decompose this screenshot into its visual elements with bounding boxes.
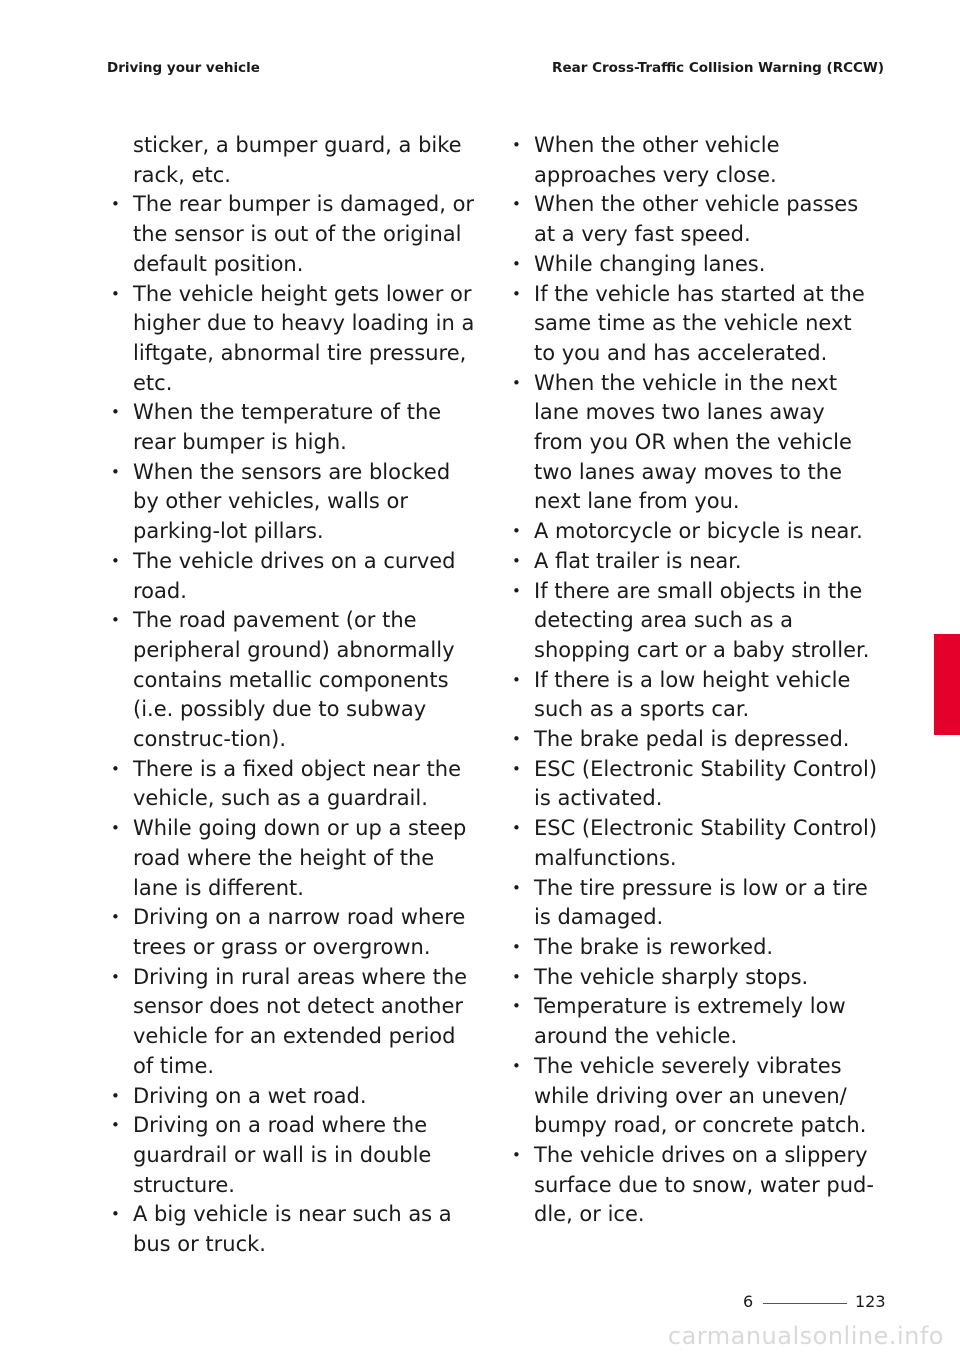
page-number: 123 [855, 1292, 886, 1311]
list-item: • The vehicle sharply stops. [506, 963, 878, 993]
continuation-text: sticker, a bumper guard, a bike rack, etc. [133, 133, 462, 187]
list-item: • While changing lanes. [506, 250, 878, 280]
watermark-text: carmanualsonline.info [667, 1322, 944, 1350]
list-item: • When the sensors are blocked by other vehicles, walls or parking-lot pillars. [105, 458, 477, 547]
list-item: • A flat trailer is near. [506, 547, 878, 577]
list-item: • There is a fixed object near the vehicle, such as a guardrail. [105, 755, 477, 814]
footer-chapter-number: 6 [743, 1292, 754, 1311]
list-item: • When the other vehicle passes at a very fast speed. [506, 190, 878, 249]
footer-divider [763, 1303, 847, 1304]
header-section-title: Driving your vehicle [107, 60, 260, 76]
list-item: • The brake pedal is depressed. [506, 725, 878, 755]
left-bullet-list [105, 190, 477, 1259]
list-item: • Temperature is extremely low around the vehicle. [506, 992, 878, 1051]
list-item: • Driving in rural areas where the sensor does not detect another vehicle for an extended period of time. [105, 963, 477, 1082]
list-item: • A big vehicle is near such as a bus or truck. [105, 1200, 477, 1259]
list-item: • The rear bumper is damaged, or the sensor is out of the original default position. [105, 190, 477, 279]
right-bullet-list [506, 131, 878, 1230]
list-item: • A motorcycle or bicycle is near. [506, 517, 878, 547]
list-item: • The tire pressure is low or a tire is damaged. [506, 874, 878, 933]
list-item: • The vehicle drives on a curved road. [105, 547, 477, 606]
list-item: • The vehicle drives on a slippery surface due to snow, water pud-dle, or ice. [506, 1141, 878, 1230]
list-item: • The road pavement (or the peripheral ground) abnormally contains metallic components (i.e. possibly due to subway construc-tion). [105, 606, 477, 755]
left-column [105, 131, 477, 1260]
list-item: • The brake is reworked. [506, 933, 878, 963]
list-item: • When the temperature of the rear bumper is high. [105, 398, 477, 457]
list-item: • The vehicle height gets lower or higher due to heavy loading in a liftgate, abnormal tire pressure, etc. [105, 280, 477, 399]
header-topic-title: Rear Cross-Traffic Collision Warning (RCCW) [552, 60, 884, 76]
list-item: • While going down or up a steep road where the height of the lane is different. [105, 814, 477, 903]
list-item: • ESC (Electronic Stability Control) malfunctions. [506, 814, 878, 873]
list-item: • Driving on a wet road. [105, 1082, 477, 1112]
list-item: • If there is a low height vehicle such as a sports car. [506, 666, 878, 725]
chapter-side-number: 6 [943, 712, 955, 732]
list-item: • Driving on a narrow road where trees or grass or overgrown. [105, 903, 477, 962]
list-item: • The vehicle severely vibrates while driving over an uneven/ bumpy road, or concrete patch. [506, 1052, 878, 1141]
list-item: • ESC (Electronic Stability Control) is activated. [506, 755, 878, 814]
list-item: • Driving on a road where the guardrail or wall is in double structure. [105, 1111, 477, 1200]
list-item: • When the other vehicle approaches very close. [506, 131, 878, 190]
list-item: • When the vehicle in the next lane moves two lanes away from you OR when the vehicle two lanes away moves to the next lane from you. [506, 369, 878, 518]
right-column [506, 131, 878, 1230]
list-item: • If the vehicle has started at the same time as the vehicle next to you and has accelerated. [506, 280, 878, 369]
list-item: • If there are small objects in the detecting area such as a shopping cart or a baby stroller. [506, 577, 878, 666]
